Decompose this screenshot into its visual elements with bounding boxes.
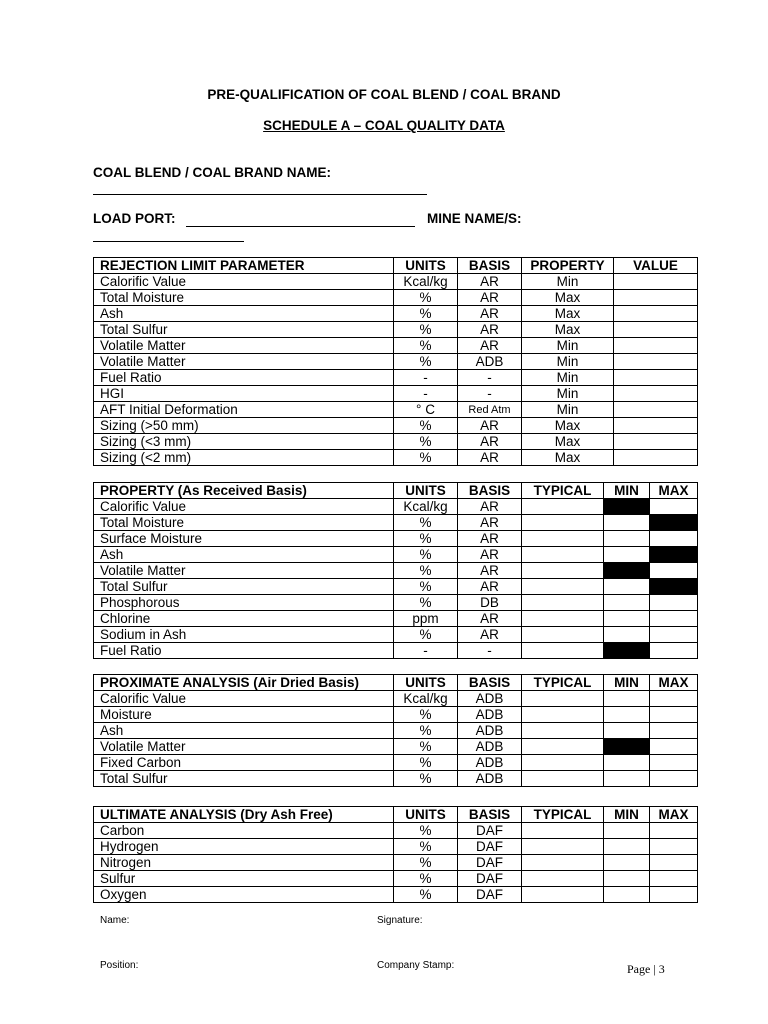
column-header: PROXIMATE ANALYSIS (Air Dried Basis) (94, 675, 394, 691)
typical-input-cell[interactable] (522, 855, 604, 871)
max-input-cell[interactable] (650, 707, 698, 723)
parameter-cell: Total Sulfur (94, 579, 394, 595)
table-row (94, 627, 698, 643)
min-input-cell[interactable] (604, 755, 650, 771)
table-header-row (94, 483, 698, 499)
min-input-cell[interactable] (604, 723, 650, 739)
typical-input-cell[interactable] (522, 579, 604, 595)
value-input-cell[interactable] (614, 402, 698, 418)
min-blocked-cell (604, 499, 650, 515)
units-cell: % (394, 871, 458, 887)
basis-cell: AR (458, 290, 522, 306)
column-header: MAX (650, 675, 698, 691)
parameter-cell: Ash (94, 547, 394, 563)
table-header-row (94, 807, 698, 823)
table-row (94, 707, 698, 723)
max-input-cell[interactable] (650, 839, 698, 855)
column-header: PROPERTY (As Received Basis) (94, 483, 394, 499)
units-cell: ppm (394, 611, 458, 627)
parameter-cell: Fuel Ratio (94, 370, 394, 386)
units-cell: % (394, 306, 458, 322)
parameter-cell: HGI (94, 386, 394, 402)
parameter-cell: Hydrogen (94, 839, 394, 855)
property-cell: Min (522, 274, 614, 290)
typical-input-cell[interactable] (522, 755, 604, 771)
basis-cell: AR (458, 274, 522, 290)
max-input-cell[interactable] (650, 531, 698, 547)
typical-input-cell[interactable] (522, 771, 604, 787)
basis-cell: AR (458, 306, 522, 322)
basis-cell: ADB (458, 723, 522, 739)
min-input-cell[interactable] (604, 595, 650, 611)
table-row (94, 563, 698, 579)
typical-input-cell[interactable] (522, 563, 604, 579)
column-header: ULTIMATE ANALYSIS (Dry Ash Free) (94, 807, 394, 823)
parameter-cell: Sizing (<2 mm) (94, 450, 394, 466)
table-row (94, 531, 698, 547)
table-row (94, 887, 698, 903)
column-header: TYPICAL (522, 675, 604, 691)
table-row (94, 739, 698, 755)
units-cell: - (394, 370, 458, 386)
parameter-cell: Sizing (<3 mm) (94, 434, 394, 450)
property-cell: Min (522, 354, 614, 370)
table-row (94, 839, 698, 855)
basis-cell: Red Atm (458, 402, 522, 418)
table-row (94, 547, 698, 563)
column-header: BASIS (458, 483, 522, 499)
max-input-cell[interactable] (650, 771, 698, 787)
table-row (94, 434, 698, 450)
value-input-cell[interactable] (614, 418, 698, 434)
min-input-cell[interactable] (604, 531, 650, 547)
units-cell: % (394, 579, 458, 595)
parameter-cell: Moisture (94, 707, 394, 723)
property-cell: Max (522, 290, 614, 306)
basis-cell: ADB (458, 691, 522, 707)
rejection-limit-table (93, 257, 698, 466)
min-blocked-cell (604, 643, 650, 659)
table-row (94, 450, 698, 466)
typical-input-cell[interactable] (522, 643, 604, 659)
parameter-cell: Volatile Matter (94, 338, 394, 354)
units-cell: % (394, 823, 458, 839)
parameter-cell: Volatile Matter (94, 739, 394, 755)
basis-cell: ADB (458, 771, 522, 787)
page-number: Page | 3 (627, 962, 665, 976)
min-input-cell[interactable] (604, 771, 650, 787)
typical-input-cell[interactable] (522, 691, 604, 707)
parameter-cell: Phosphorous (94, 595, 394, 611)
basis-cell: DAF (458, 839, 522, 855)
max-input-cell[interactable] (650, 643, 698, 659)
table-header-row (94, 258, 698, 274)
mine-name-field[interactable] (93, 241, 244, 242)
parameter-cell: Carbon (94, 823, 394, 839)
max-input-cell[interactable] (650, 755, 698, 771)
units-cell: % (394, 563, 458, 579)
column-header: BASIS (458, 675, 522, 691)
min-input-cell[interactable] (604, 887, 650, 903)
units-cell: % (394, 338, 458, 354)
table-row (94, 579, 698, 595)
table-row (94, 386, 698, 402)
max-input-cell[interactable] (650, 691, 698, 707)
typical-input-cell[interactable] (522, 611, 604, 627)
typical-input-cell[interactable] (522, 515, 604, 531)
max-input-cell[interactable] (650, 887, 698, 903)
basis-cell: ADB (458, 354, 522, 370)
table-row (94, 418, 698, 434)
property-cell: Min (522, 402, 614, 418)
basis-cell: DB (458, 595, 522, 611)
units-cell: % (394, 354, 458, 370)
brand-name-field[interactable] (93, 194, 427, 195)
min-input-cell[interactable] (604, 823, 650, 839)
basis-cell: AR (458, 515, 522, 531)
table-row (94, 595, 698, 611)
basis-cell: DAF (458, 887, 522, 903)
max-input-cell[interactable] (650, 823, 698, 839)
min-input-cell[interactable] (604, 579, 650, 595)
units-cell: Kcal/kg (394, 499, 458, 515)
units-cell: % (394, 723, 458, 739)
units-cell: % (394, 322, 458, 338)
table-row (94, 771, 698, 787)
max-input-cell[interactable] (650, 499, 698, 515)
column-header: MIN (604, 675, 650, 691)
units-cell: % (394, 418, 458, 434)
basis-cell: AR (458, 322, 522, 338)
parameter-cell: Fixed Carbon (94, 755, 394, 771)
min-input-cell[interactable] (604, 839, 650, 855)
company-stamp-label: Company Stamp: (377, 960, 455, 971)
max-input-cell[interactable] (650, 739, 698, 755)
min-input-cell[interactable] (604, 547, 650, 563)
parameter-cell: Surface Moisture (94, 531, 394, 547)
units-cell: Kcal/kg (394, 274, 458, 290)
parameter-cell: Sodium in Ash (94, 627, 394, 643)
property-cell: Max (522, 434, 614, 450)
table-row (94, 499, 698, 515)
column-header: UNITS (394, 258, 458, 274)
parameter-cell: Total Moisture (94, 515, 394, 531)
units-cell: % (394, 547, 458, 563)
basis-cell: DAF (458, 871, 522, 887)
units-cell: Kcal/kg (394, 691, 458, 707)
table-row (94, 871, 698, 887)
min-input-cell[interactable] (604, 611, 650, 627)
max-blocked-cell (650, 515, 698, 531)
basis-cell: AR (458, 450, 522, 466)
typical-input-cell[interactable] (522, 871, 604, 887)
table-row (94, 290, 698, 306)
table-row (94, 338, 698, 354)
value-input-cell[interactable] (614, 338, 698, 354)
max-input-cell[interactable] (650, 563, 698, 579)
parameter-cell: Sulfur (94, 871, 394, 887)
max-blocked-cell (650, 579, 698, 595)
min-blocked-cell (604, 739, 650, 755)
min-input-cell[interactable] (604, 871, 650, 887)
typical-input-cell[interactable] (522, 547, 604, 563)
load-port-label: LOAD PORT: (93, 211, 176, 226)
typical-input-cell[interactable] (522, 739, 604, 755)
value-input-cell[interactable] (614, 354, 698, 370)
column-header: UNITS (394, 807, 458, 823)
parameter-cell: Volatile Matter (94, 563, 394, 579)
units-cell: % (394, 531, 458, 547)
table-row (94, 643, 698, 659)
column-header: BASIS (458, 807, 522, 823)
units-cell: ° C (394, 402, 458, 418)
basis-cell: ADB (458, 707, 522, 723)
parameter-cell: Calorific Value (94, 499, 394, 515)
basis-cell: AR (458, 611, 522, 627)
column-header: MAX (650, 483, 698, 499)
table-header-row (94, 675, 698, 691)
value-input-cell[interactable] (614, 434, 698, 450)
units-cell: % (394, 771, 458, 787)
table-row (94, 691, 698, 707)
basis-cell: AR (458, 338, 522, 354)
table-row (94, 354, 698, 370)
parameter-cell: Sizing (>50 mm) (94, 418, 394, 434)
units-cell: - (394, 643, 458, 659)
proximate-analysis-table (93, 674, 698, 787)
column-header: REJECTION LIMIT PARAMETER (94, 258, 394, 274)
units-cell: % (394, 855, 458, 871)
parameter-cell: Total Moisture (94, 290, 394, 306)
typical-input-cell[interactable] (522, 595, 604, 611)
position-label: Position: (100, 960, 139, 971)
name-label: Name: (100, 915, 130, 926)
property-cell: Max (522, 322, 614, 338)
units-cell: % (394, 627, 458, 643)
min-input-cell[interactable] (604, 627, 650, 643)
max-input-cell[interactable] (650, 723, 698, 739)
units-cell: % (394, 707, 458, 723)
typical-input-cell[interactable] (522, 531, 604, 547)
table-row (94, 402, 698, 418)
units-cell: % (394, 595, 458, 611)
parameter-cell: Oxygen (94, 887, 394, 903)
basis-cell: - (458, 370, 522, 386)
basis-cell: - (458, 643, 522, 659)
brand-name-label: COAL BLEND / COAL BRAND NAME: (93, 165, 331, 180)
basis-cell: AR (458, 531, 522, 547)
value-input-cell[interactable] (614, 370, 698, 386)
parameter-cell: Chlorine (94, 611, 394, 627)
max-blocked-cell (650, 547, 698, 563)
property-cell: Min (522, 338, 614, 354)
units-cell: % (394, 839, 458, 855)
max-input-cell[interactable] (650, 595, 698, 611)
column-header: TYPICAL (522, 483, 604, 499)
column-header: BASIS (458, 258, 522, 274)
value-input-cell[interactable] (614, 290, 698, 306)
units-cell: % (394, 450, 458, 466)
column-header: UNITS (394, 483, 458, 499)
table-row (94, 370, 698, 386)
typical-input-cell[interactable] (522, 887, 604, 903)
signature-label: Signature: (377, 915, 423, 926)
parameter-cell: Ash (94, 723, 394, 739)
column-header: PROPERTY (522, 258, 614, 274)
table-row (94, 823, 698, 839)
value-input-cell[interactable] (614, 386, 698, 402)
basis-cell: DAF (458, 855, 522, 871)
typical-input-cell[interactable] (522, 723, 604, 739)
units-cell: % (394, 515, 458, 531)
typical-input-cell[interactable] (522, 823, 604, 839)
basis-cell: - (458, 386, 522, 402)
basis-cell: AR (458, 627, 522, 643)
parameter-cell: Total Sulfur (94, 771, 394, 787)
parameter-cell: Volatile Matter (94, 354, 394, 370)
property-cell: Min (522, 386, 614, 402)
units-cell: % (394, 739, 458, 755)
table-row (94, 322, 698, 338)
parameter-cell: Nitrogen (94, 855, 394, 871)
table-row (94, 723, 698, 739)
property-cell: Max (522, 450, 614, 466)
min-input-cell[interactable] (604, 855, 650, 871)
min-input-cell[interactable] (604, 515, 650, 531)
basis-cell: AR (458, 418, 522, 434)
basis-cell: AR (458, 579, 522, 595)
max-input-cell[interactable] (650, 855, 698, 871)
property-cell: Min (522, 370, 614, 386)
property-cell: Max (522, 306, 614, 322)
value-input-cell[interactable] (614, 322, 698, 338)
column-header: TYPICAL (522, 807, 604, 823)
column-header: VALUE (614, 258, 698, 274)
property-ar-table (93, 482, 698, 659)
property-cell: Max (522, 418, 614, 434)
parameter-cell: Calorific Value (94, 274, 394, 290)
units-cell: % (394, 755, 458, 771)
column-header: MAX (650, 807, 698, 823)
table-row (94, 755, 698, 771)
units-cell: - (394, 386, 458, 402)
table-row (94, 855, 698, 871)
basis-cell: AR (458, 547, 522, 563)
parameter-cell: Fuel Ratio (94, 643, 394, 659)
typical-input-cell[interactable] (522, 499, 604, 515)
load-port-field[interactable] (186, 226, 415, 227)
parameter-cell: AFT Initial Deformation (94, 402, 394, 418)
typical-input-cell[interactable] (522, 839, 604, 855)
value-input-cell[interactable] (614, 274, 698, 290)
table-row (94, 306, 698, 322)
column-header: MIN (604, 807, 650, 823)
value-input-cell[interactable] (614, 450, 698, 466)
table-row (94, 515, 698, 531)
column-header: UNITS (394, 675, 458, 691)
min-blocked-cell (604, 563, 650, 579)
basis-cell: ADB (458, 739, 522, 755)
basis-cell: AR (458, 434, 522, 450)
max-input-cell[interactable] (650, 871, 698, 887)
basis-cell: DAF (458, 823, 522, 839)
document-title: PRE-QUALIFICATION OF COAL BLEND / COAL BRAND (207, 87, 561, 102)
parameter-cell: Total Sulfur (94, 322, 394, 338)
units-cell: % (394, 887, 458, 903)
typical-input-cell[interactable] (522, 707, 604, 723)
ultimate-analysis-table (93, 806, 698, 903)
max-input-cell[interactable] (650, 611, 698, 627)
min-input-cell[interactable] (604, 707, 650, 723)
column-header: MIN (604, 483, 650, 499)
basis-cell: AR (458, 499, 522, 515)
table-row (94, 274, 698, 290)
value-input-cell[interactable] (614, 306, 698, 322)
max-input-cell[interactable] (650, 627, 698, 643)
mine-name-label: MINE NAME/S: (427, 211, 522, 226)
parameter-cell: Ash (94, 306, 394, 322)
table-row (94, 611, 698, 627)
units-cell: % (394, 434, 458, 450)
basis-cell: ADB (458, 755, 522, 771)
min-input-cell[interactable] (604, 691, 650, 707)
basis-cell: AR (458, 563, 522, 579)
units-cell: % (394, 290, 458, 306)
typical-input-cell[interactable] (522, 627, 604, 643)
parameter-cell: Calorific Value (94, 691, 394, 707)
schedule-title: SCHEDULE A – COAL QUALITY DATA (263, 118, 505, 133)
